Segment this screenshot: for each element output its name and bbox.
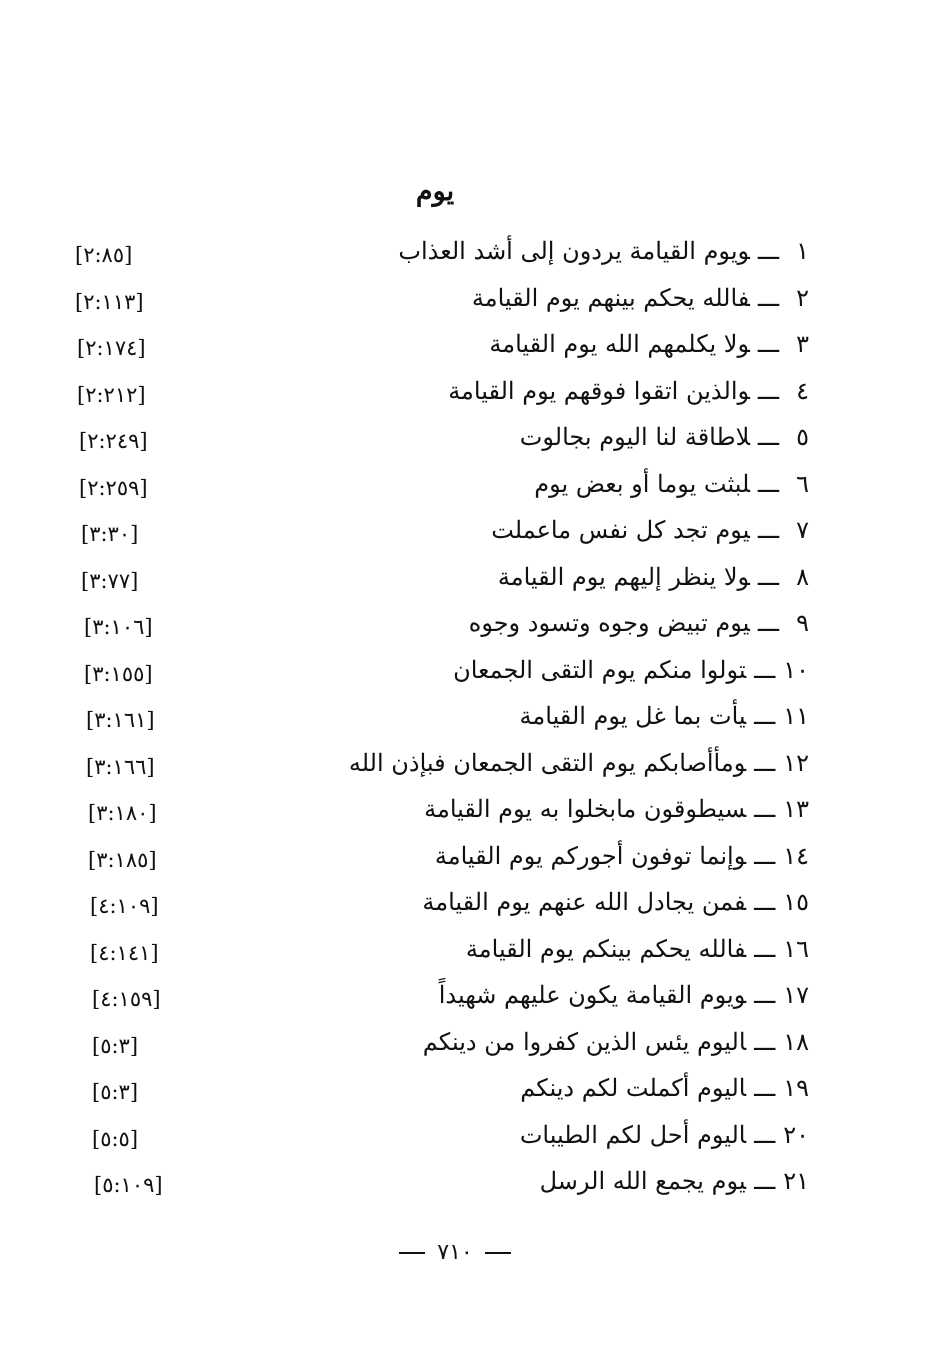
verse-text: ويوم القيامة يردون إلى أشد العذاب (398, 237, 750, 265)
verse-reference: [٥:١٠٩] (94, 1173, 163, 1197)
verse-entry (0, 928, 927, 975)
verse-dash: ـــ (757, 330, 779, 358)
verse-reference: [٣:١٨٠] (88, 801, 157, 825)
verse-dash: ـــ (757, 237, 779, 265)
verse-number: ١ (796, 237, 809, 265)
verse-list (0, 230, 927, 1207)
verse-dash: ـــ (754, 795, 776, 823)
verse-text: ومأأصابكم يوم التقى الجمعان فبإذن الله (348, 748, 747, 777)
verse-dash: ـــ (757, 423, 779, 451)
page-number-footer (0, 1240, 910, 1265)
verse-dash: ـــ (757, 516, 779, 544)
page-heading: يوم (415, 176, 455, 207)
verse-text: والذين اتقوا فوقهم يوم القيامة (448, 376, 750, 405)
verse-text: اليوم يئس الذين كفروا من دينكم (422, 1027, 747, 1056)
verse-text: يوم تجد كل نفس ماعملت (491, 516, 750, 544)
verse-number: ٤ (796, 376, 809, 405)
verse-reference: [٣:٣٠] (81, 522, 139, 546)
verse-entry (0, 556, 927, 603)
verse-text: فالله يحكم بينهم يوم القيامة (471, 283, 750, 312)
verse-entry (0, 742, 927, 789)
verse-dash: ـــ (757, 562, 779, 591)
verse-text: اليوم أكملت لكم دينكم (520, 1074, 747, 1102)
verse-line (534, 467, 809, 501)
verse-dash: ـــ (757, 283, 779, 312)
verse-number: ١٥ (783, 888, 809, 916)
verse-entry (0, 1160, 927, 1207)
verse-number: ٢١ (783, 1167, 809, 1195)
verse-line (439, 978, 809, 1012)
verse-reference: [٥:٥] (92, 1126, 139, 1151)
verse-reference: [٢:٢١٢] (77, 382, 146, 407)
verse-line (424, 792, 809, 826)
verse-dash: ـــ (757, 469, 779, 498)
verse-dash: ـــ (757, 376, 779, 405)
verse-number: ١٤ (783, 841, 809, 870)
verse-reference: [٣:١٠٦] (84, 615, 153, 639)
verse-entry (0, 695, 927, 742)
verse-entry (0, 835, 927, 882)
verse-line (423, 1025, 809, 1059)
page-number-dash-left (485, 1252, 511, 1254)
verse-reference: [٤:١٤١] (90, 940, 159, 965)
verse-reference: [٣:١٦٦] (86, 754, 155, 779)
verse-dash: ـــ (754, 1027, 776, 1056)
verse-number: ١٣ (783, 795, 809, 823)
verse-line (469, 606, 809, 640)
verse-dash: ـــ (754, 981, 776, 1009)
verse-number: ١٨ (783, 1027, 809, 1056)
page-number: ٧١٠ (437, 1240, 473, 1265)
verse-text: سيطوقون مابخلوا به يوم القيامة (424, 795, 747, 823)
verse-entry (0, 230, 927, 277)
verse-line (540, 1164, 809, 1198)
verse-reference: [٥:٣] (92, 1033, 139, 1058)
verse-reference: [٢:٢٥٩] (79, 475, 148, 500)
verse-line (472, 281, 809, 315)
verse-text: لبثت يوما أو بعض يوم (534, 469, 750, 498)
verse-reference: [٢:١١٣] (75, 289, 144, 314)
verse-number: ٣ (796, 330, 809, 358)
verse-text: فمن يجادل الله عنهم يوم القيامة (422, 888, 747, 916)
verse-text: ولا ينظر إليهم يوم القيامة (497, 562, 750, 591)
verse-entry (0, 1021, 927, 1068)
verse-text: يأت بما غل يوم القيامة (519, 702, 747, 730)
verse-number: ٦ (796, 469, 809, 498)
verse-text: وإنما توفون أجوركم يوم القيامة (434, 841, 747, 870)
verse-text: لاطاقة لنا اليوم بجالوت (519, 423, 750, 451)
verse-number: ٢ (796, 283, 809, 312)
verse-number: ١٠ (783, 655, 809, 684)
verse-line (349, 746, 809, 780)
verse-entry (0, 881, 927, 928)
verse-dash: ـــ (757, 609, 779, 637)
verse-reference: [٣:١٥٥] (84, 661, 153, 686)
verse-dash: ـــ (754, 748, 776, 777)
verse-dash: ـــ (754, 1167, 776, 1195)
verse-reference: [٤:١٥٩] (92, 987, 161, 1011)
verse-line (453, 653, 809, 687)
verse-dash: ـــ (754, 888, 776, 916)
verse-dash: ـــ (754, 702, 776, 730)
verse-number: ١٦ (783, 934, 809, 963)
verse-entry (0, 370, 927, 417)
verse-dash: ـــ (754, 1120, 776, 1149)
verse-dash: ـــ (754, 841, 776, 870)
verse-dash: ـــ (754, 655, 776, 684)
verse-entry (0, 277, 927, 324)
verse-entry (0, 788, 927, 835)
verse-line (435, 839, 809, 873)
verse-number: ١٩ (783, 1074, 809, 1102)
verse-line (491, 513, 809, 547)
verse-reference: [٢:٢٤٩] (79, 429, 148, 453)
verse-text: يوم تبيض وجوه وتسود وجوه (468, 609, 750, 637)
verse-reference: [٤:١٠٩] (90, 894, 159, 918)
verse-number: ٥ (796, 423, 809, 451)
verse-entry (0, 323, 927, 370)
verse-entry (0, 602, 927, 649)
verse-reference: [٣:١٨٥] (88, 847, 157, 872)
verse-text: ويوم القيامة يكون عليهم شهيداً (438, 981, 747, 1009)
verse-line (498, 560, 809, 594)
verse-number: ١٧ (783, 981, 809, 1009)
verse-entry (0, 1114, 927, 1161)
verse-text: تولوا منكم يوم التقى الجمعان (453, 655, 747, 684)
verse-number: ١٢ (783, 748, 809, 777)
verse-entry (0, 509, 927, 556)
verse-reference: [٣:١٦١] (86, 708, 155, 732)
page-number-dash-right (399, 1252, 425, 1254)
verse-number: ٢٠ (783, 1120, 809, 1149)
verse-reference: [٢:١٧٤] (77, 336, 146, 360)
verse-line (520, 1118, 809, 1152)
verse-reference: [٢:٨٥] (75, 243, 133, 267)
verse-dash: ـــ (754, 934, 776, 963)
verse-number: ٧ (796, 516, 809, 544)
verse-reference: [٣:٧٧] (81, 568, 139, 593)
verse-entry (0, 416, 927, 463)
verse-line (489, 327, 809, 361)
verse-reference: [٥:٣] (92, 1080, 139, 1104)
verse-line (520, 1071, 809, 1105)
verse-text: ولا يكلمهم الله يوم القيامة (489, 330, 750, 358)
verse-line (398, 234, 809, 268)
verse-text: فالله يحكم بينكم يوم القيامة (465, 934, 747, 963)
verse-line (520, 420, 809, 454)
verse-entry (0, 649, 927, 696)
verse-dash: ـــ (754, 1074, 776, 1102)
verse-text: اليوم أحل لكم الطيبات (519, 1120, 747, 1149)
verse-line (422, 885, 809, 919)
verse-line (448, 374, 809, 408)
verse-entry (0, 463, 927, 510)
verse-line (520, 699, 809, 733)
verse-text: يوم يجمع الله الرسل (539, 1167, 747, 1195)
verse-entry (0, 974, 927, 1021)
verse-number: ٩ (796, 609, 809, 637)
verse-entry (0, 1067, 927, 1114)
verse-line (466, 932, 809, 966)
verse-number: ٨ (796, 562, 809, 591)
verse-number: ١١ (783, 702, 809, 730)
